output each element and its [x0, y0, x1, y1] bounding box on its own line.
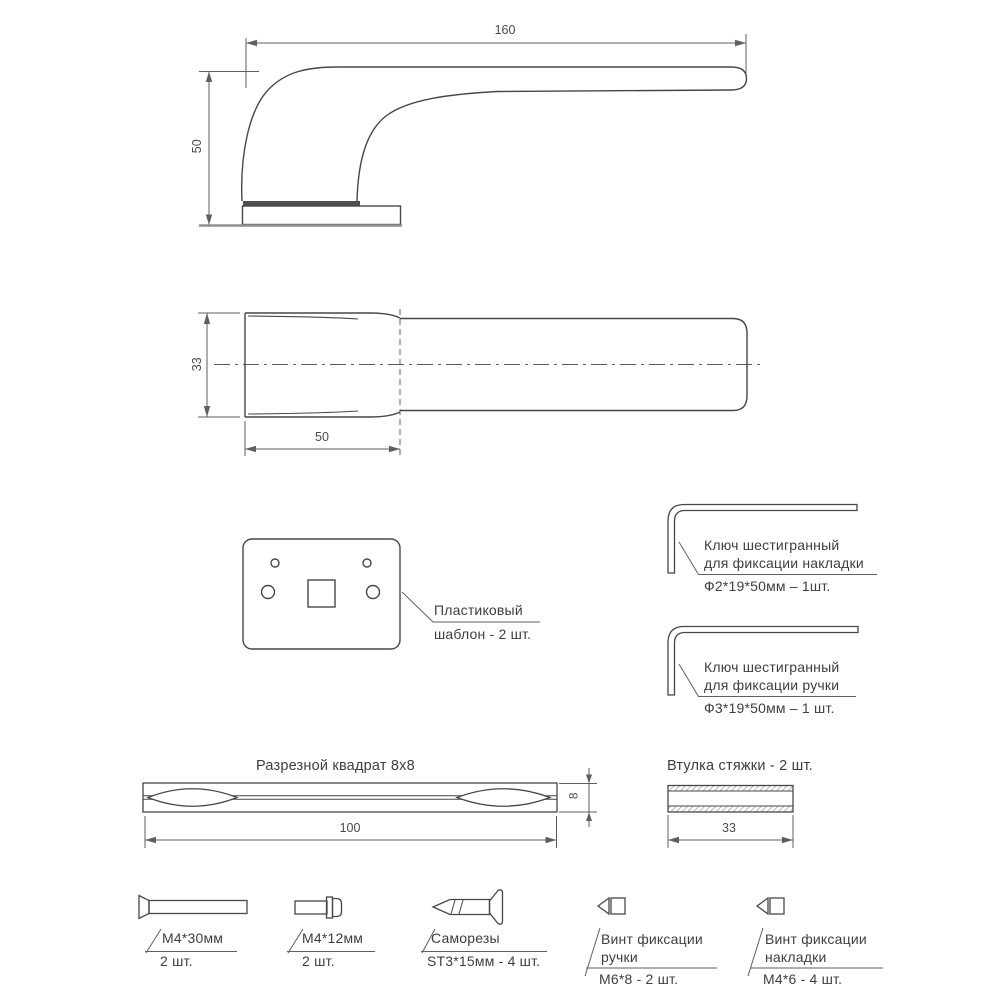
screw-st3-head [490, 890, 503, 924]
fastener-bolt-m4x30-qty: 2 шт. [160, 953, 193, 969]
arrowhead [204, 313, 210, 324]
side-view-drawing [199, 34, 747, 226]
bolt-m4x12-cap [333, 899, 342, 917]
setscrew-m4x6-body [770, 898, 784, 914]
spindle-title: Разрезной квадрат 8х8 [256, 758, 415, 774]
fastener-setscrew-cap-label-line2: накладки [765, 949, 827, 965]
template-label-line1: Пластиковый [434, 602, 523, 618]
sleeve-title: Втулка стяжки - 2 шт. [667, 758, 813, 774]
spindle-length-dim: 100 [339, 821, 361, 835]
hex-key-handle-label-line1: Ключ шестигранный [704, 659, 840, 675]
fastener-setscrew-handle-qty: М6*8 - 2 шт. [599, 971, 679, 987]
fastener-bolt-m4x12-label: М4*12мм [302, 930, 364, 946]
side-view-length-dim: 160 [494, 23, 516, 37]
arrowhead [245, 446, 256, 452]
sleeve-hatch-top [668, 786, 793, 792]
bolt-m4x30-shaft [149, 901, 247, 914]
arrowhead [586, 812, 592, 821]
arrowhead [389, 446, 400, 452]
plan-view-drawing [198, 309, 762, 456]
arrowhead [204, 406, 210, 417]
fastener-screws-qty: ST3*15мм - 4 шт. [427, 953, 541, 969]
fastener-screws-label: Саморезы [431, 930, 500, 946]
base-plate [243, 206, 401, 225]
fastener-bolt-m4x30-label: М4*30мм [162, 930, 224, 946]
arrowhead [586, 775, 592, 784]
plan-view-width-dim: 33 [189, 357, 204, 372]
template-plate [243, 539, 400, 649]
handle-profile-outline [242, 67, 747, 201]
hex-key-cap-label-line1: Ключ шестигранный [704, 537, 840, 553]
template-label-line2: шаблон - 2 шт. [434, 626, 532, 642]
setscrew-m6x8-body [611, 898, 625, 914]
sleeve-hatch-bottom [668, 806, 793, 812]
arrowhead [246, 40, 257, 46]
rosette-top-strip [243, 201, 360, 206]
spindle-thickness-dim: 8 [568, 792, 581, 799]
setscrew-m4x6-tip [757, 898, 768, 914]
fastener-bolt-m4x12-qty: 2 шт. [302, 953, 335, 969]
hex-key-cap-label-line2: для фиксации накладки [704, 555, 864, 571]
bolt-m4x30-head [139, 896, 149, 919]
spindle-drawing [143, 768, 597, 848]
fastener-setscrew-cap-label-line1: Винт фиксации [765, 931, 867, 947]
hex-key-cap-spec: Ф2*19*50мм – 1шт. [704, 578, 831, 594]
hex-key-handle-spec: Ф3*19*50мм – 1 шт. [704, 700, 835, 716]
plan-view-rose-dim: 50 [315, 430, 329, 444]
hex-key-handle-label-line2: для фиксации ручки [704, 677, 840, 693]
setscrew-m6x8-tip [598, 898, 609, 914]
side-view-height-dim: 50 [189, 139, 204, 154]
arrowhead [668, 837, 679, 843]
fastener-setscrew-handle-label-line1: Винт фиксации [601, 931, 703, 947]
arrowhead [735, 40, 746, 46]
arrowhead [206, 72, 212, 83]
arrowhead [145, 837, 156, 843]
arrowhead [782, 837, 793, 843]
sleeve-drawing [668, 786, 793, 849]
arrowhead [206, 215, 212, 226]
arrowhead [546, 837, 557, 843]
fastener-setscrew-handle-label-line2: ручки [601, 949, 638, 965]
bolt-m4x12-shaft [295, 901, 327, 914]
fastener-setscrew-cap-qty: М4*6 - 4 шт. [763, 971, 843, 987]
screw-st3-threads [451, 900, 463, 914]
sleeve-length-dim: 33 [722, 821, 736, 835]
